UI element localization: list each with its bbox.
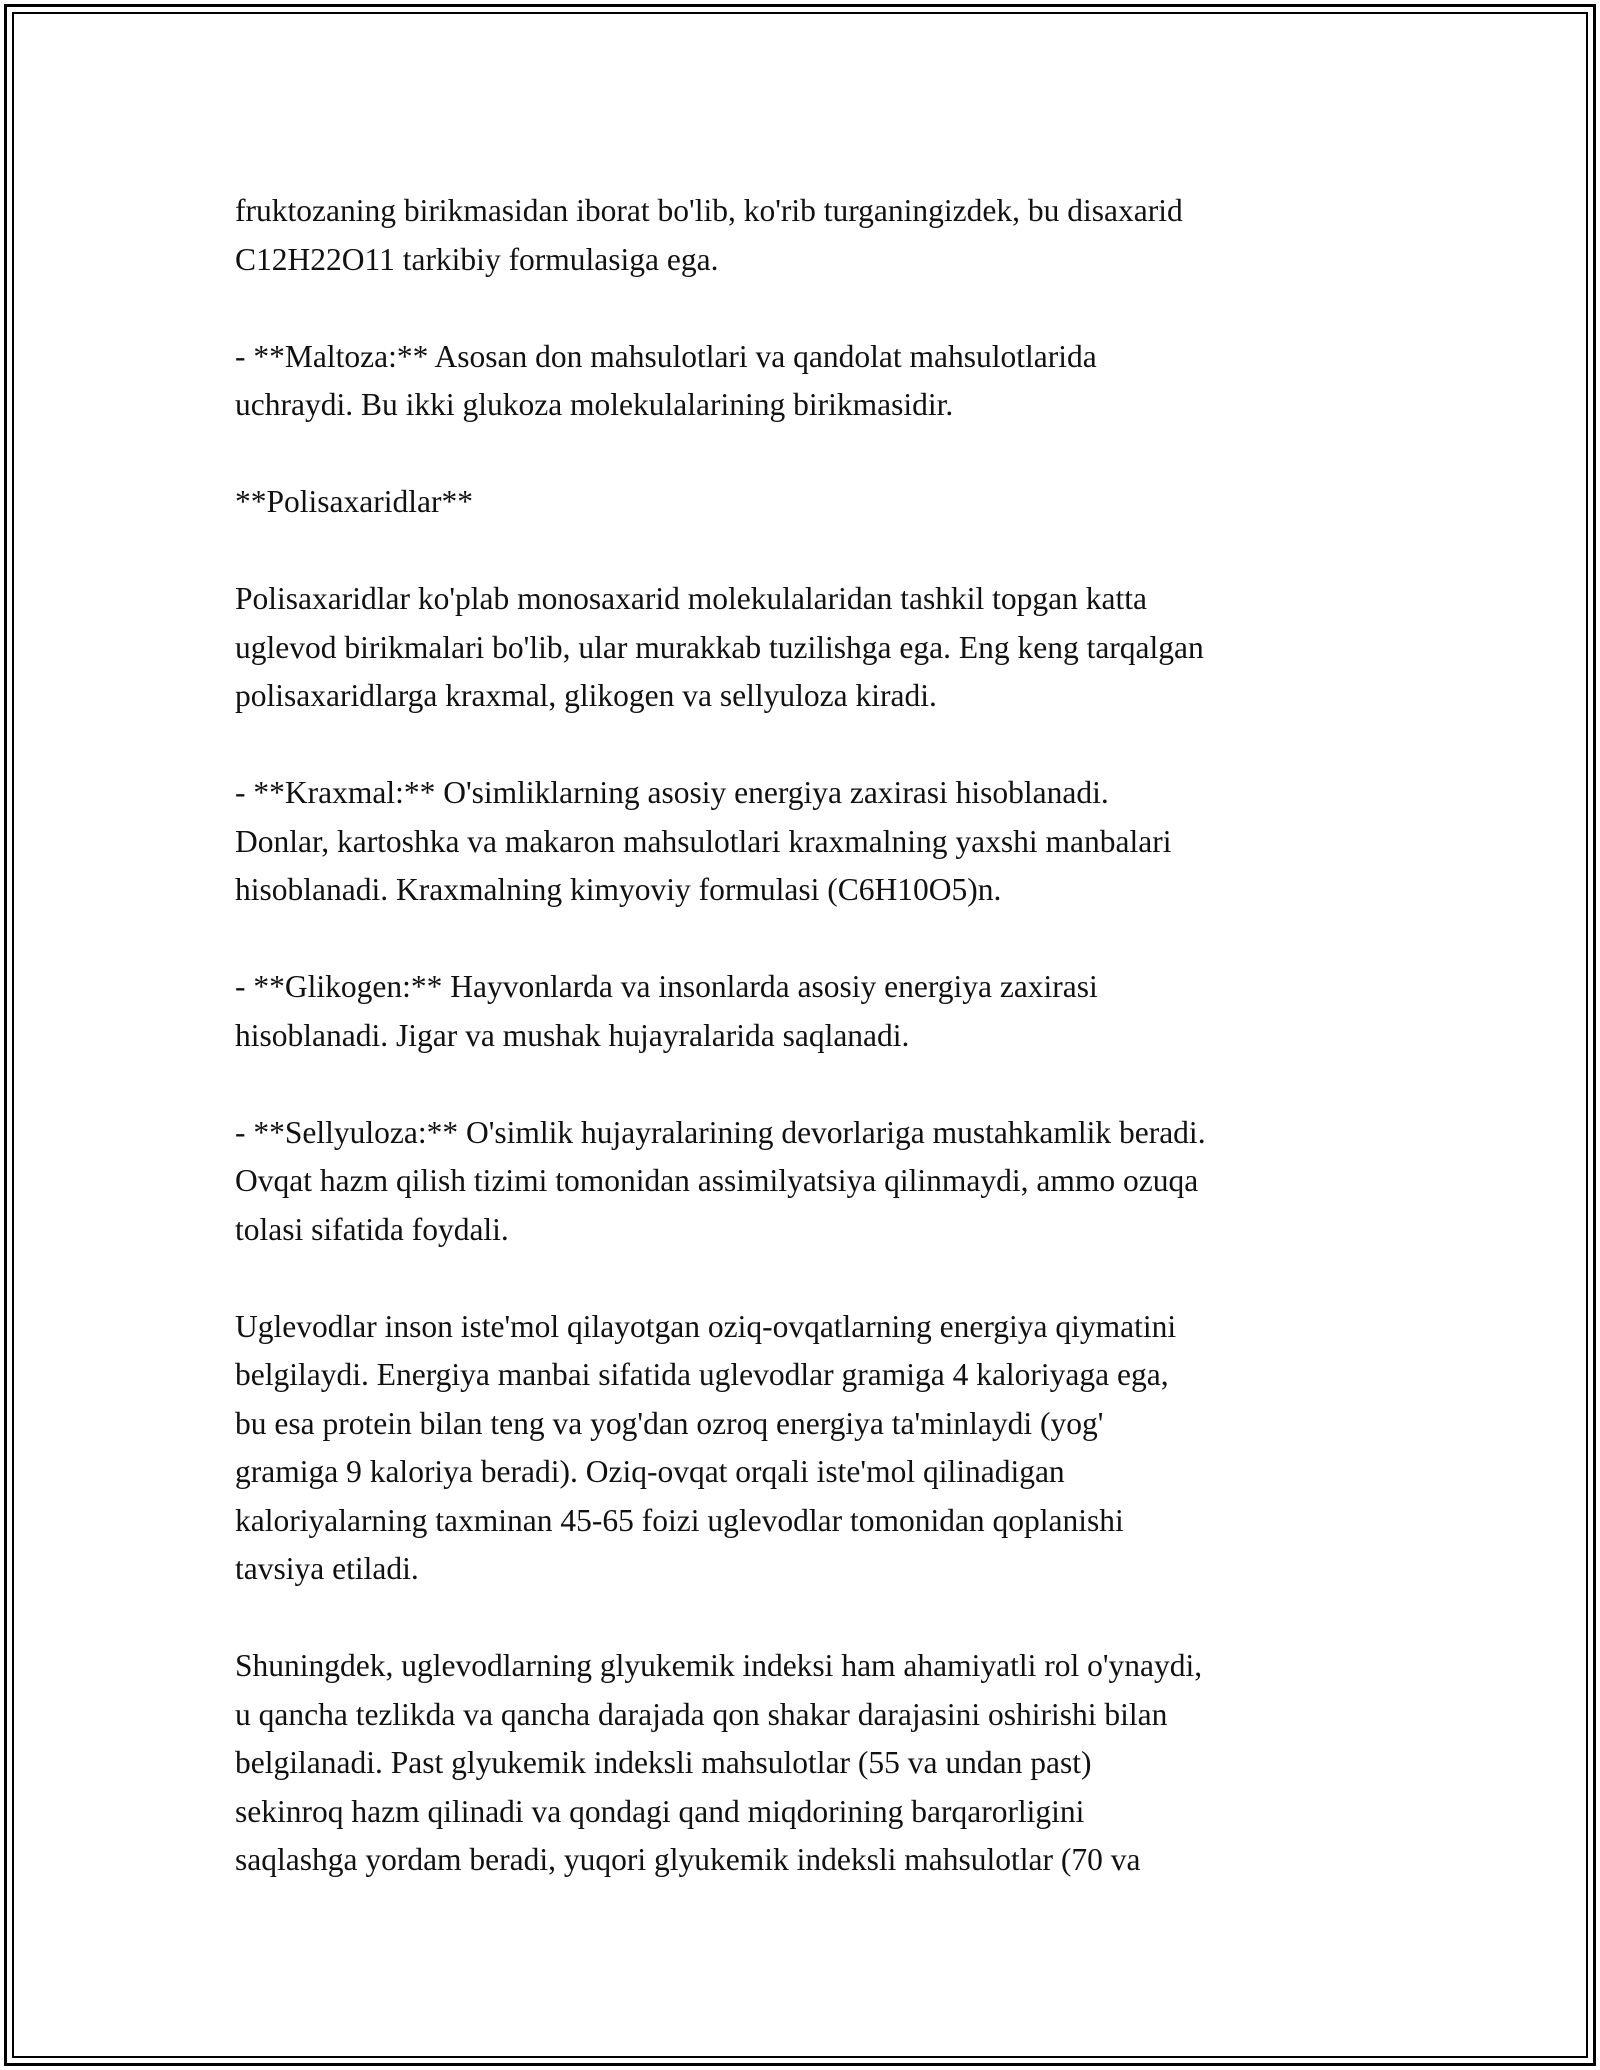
paragraph-kraxmal xyxy=(235,769,1375,915)
text-line: belgilanadi. Past glyukemik indeksli mahsulotlar (55 va undan past) xyxy=(235,1745,1092,1780)
text-line: u qancha tezlikda va qancha darajada qon shakar darajasini oshirishi bilan xyxy=(235,1696,1168,1732)
text-line: C12H22O11 tarkibiy formulasiga ega. xyxy=(235,241,719,277)
text-line: tolasi sifatida foydali. xyxy=(235,1211,509,1247)
text-line: Shuningdek, uglevodlarning glyukemik indeksi ham ahamiyatli rol o'ynaydi, xyxy=(235,1648,1203,1683)
text-line: fruktozaning birikmasidan iborat bo'lib, ko'rib turganingizdek, bu disaxarid xyxy=(235,193,1183,228)
text-line: - **Sellyuloza:** O'simlik hujayralarining devorlariga mustahkamlik beradi. xyxy=(235,1114,1206,1150)
text-line: - **Kraxmal:** O'simliklarning asosiy energiya zaxirasi hisoblanadi. xyxy=(235,775,1109,810)
text-line: Ovqat hazm qilish tizimi tomonidan assimilyatsiya qilinmaydi, ammo ozuqa xyxy=(235,1163,1199,1198)
text-line: gramiga 9 kaloriya beradi). Oziq-ovqat orqali iste'mol qilinadigan xyxy=(235,1454,1065,1489)
section-heading-polisaxaridlar xyxy=(235,478,1375,527)
text-line: uchraydi. Bu ikki glukoza molekulalarining birikmasidir. xyxy=(235,387,954,422)
text-line: kaloriyalarning taxminan 45-65 foizi uglevodlar tomonidan qoplanishi xyxy=(235,1502,1124,1538)
text-line: tavsiya etiladi. xyxy=(235,1551,419,1586)
paragraph-sellyuloza xyxy=(235,1109,1375,1255)
paragraph-glycemic-index xyxy=(235,1642,1375,1885)
text-line: Polisaxaridlar ko'plab monosaxarid molekulalaridan tashkil topgan katta xyxy=(235,581,1147,616)
heading-line: **Polisaxaridlar** xyxy=(235,484,473,519)
text-line: saqlashga yordam beradi, yuqori glyukemik indeksli mahsulotlar (70 va xyxy=(235,1842,1141,1877)
paragraph-maltoza xyxy=(235,333,1375,430)
text-line: - **Glikogen:** Hayvonlarda va insonlarda asosiy energiya zaxirasi xyxy=(235,969,1098,1004)
text-line: hisoblanadi. Jigar va mushak hujayralarida saqlanadi. xyxy=(235,1017,910,1053)
paragraph-disaccharide-formula xyxy=(235,187,1375,284)
paragraph-glikogen xyxy=(235,963,1375,1060)
text-line: sekinroq hazm qilinadi va qondagi qand miqdorining barqarorligini xyxy=(235,1793,1085,1829)
text-line: bu esa protein bilan teng va yog'dan ozroq energiya ta'minlaydi (yog' xyxy=(235,1405,1104,1441)
text-line: - **Maltoza:** Asosan don mahsulotlari va qandolat mahsulotlarida xyxy=(235,338,1097,374)
text-line: polisaxaridlarga kraxmal, glikogen va sellyuloza kiradi. xyxy=(235,678,937,713)
document-body xyxy=(235,187,1375,1933)
text-line: Donlar, kartoshka va makaron mahsulotlari kraxmalning yaxshi manbalari xyxy=(235,823,1172,859)
paragraph-energy-value xyxy=(235,1303,1375,1594)
text-line: uglevod birikmalari bo'lib, ular murakkab tuzilishga ega. Eng keng tarqalgan xyxy=(235,629,1204,665)
text-line: hisoblanadi. Kraxmalning kimyoviy formulasi (C6H10O5)n. xyxy=(235,872,1002,907)
paragraph-polisaxaridlar-intro xyxy=(235,575,1375,721)
text-line: belgilaydi. Energiya manbai sifatida uglevodlar gramiga 4 kaloriyaga ega, xyxy=(235,1357,1169,1392)
text-line: Uglevodlar inson iste'mol qilayotgan oziq-ovqatlarning energiya qiymatini xyxy=(235,1308,1177,1344)
